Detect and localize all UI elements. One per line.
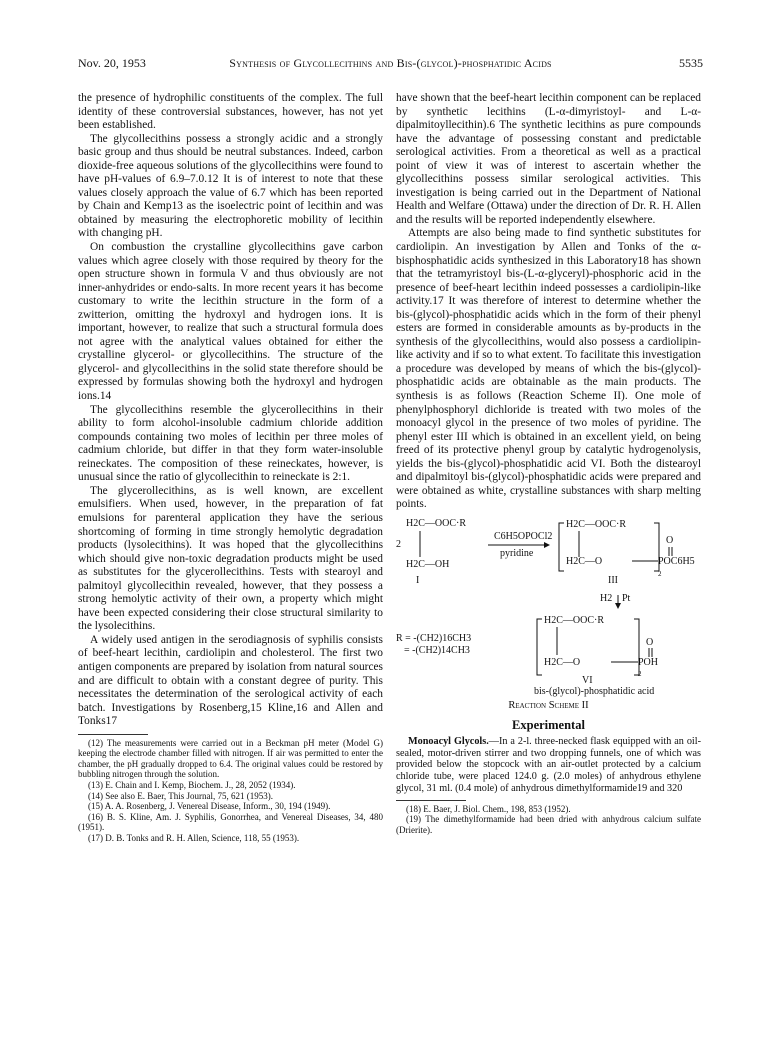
left-paragraph-5: The glycerollecithins, as is well known, are excellent emulsifiers. When used, however, in the preparation of fat emulsions for parenteral application they have the serious shortcoming of forming in time strongly hemolytic degradation products (lysolecithins). It was hoped that the glycollecithins which should give non-toxic degradation products might be used as substitutes for the glycerollecithins. Tests with stearoyl and palmitoyl glycollecithin revealed, however, that they possess a strong hemolytic activity of their own, a property which might have been expected considering their close structural similarity to the lysolecithins. <box>78 484 383 633</box>
footnote-17: (17) D. B. Tonks and R. H. Allen, Science, 118, 55 (1953). <box>88 833 300 844</box>
compound-VI-oxygen: O <box>646 636 654 648</box>
left-paragraph-3: On combustion the crystalline glycollecithins gave carbon values which agree closely with those required by theory for the open structure shown in formula V and thus obviously are not inner-anhydrides or endo-salts. In more recent years it has become customary to write the lecithin structure in the form of a zwitterion, omitting the hydroxyl and hydrogen ions. It is important, however, to realize that such a structural formula does not agree with the analytical values obtained for either the crystalline glycerol- or glycollecithins. The structure of the glycerol- and glycollecithins in the solid state therefore should be expressed by formulas showing both the hydroxyl and hydrogen ions.14 <box>78 241 383 403</box>
scheme-lines <box>396 517 701 697</box>
platinum-label: Pt <box>622 592 631 604</box>
footnote-rule <box>78 734 148 735</box>
compound-III-oxygen: O <box>666 534 674 546</box>
footnote-18: (18) E. Baer, J. Biol. Chem., 198, 853 (1952). <box>406 803 571 814</box>
compound-III-top: H2C—OOC·R <box>566 518 627 530</box>
arrowhead <box>544 542 550 548</box>
r-definition-1: R = -(CH2)16CH3 <box>396 632 472 644</box>
footnote-14: (14) See also E. Baer, This Journal, 75, 621 (1953). <box>88 790 273 801</box>
right-footnotes <box>396 804 701 836</box>
header-date: Nov. 20, 1953 <box>78 56 146 70</box>
footnote-12: (12) The measurements were carried out in a Beckman pH meter (Model G) keeping the electrode chamber filled with nitrogen. If air was permitted to enter the chamber, the pH gradually dropped to 6.4. The original values could be restored by bubbling nitrogen through the solution. <box>78 737 383 780</box>
experimental-paragraph <box>396 736 701 795</box>
reagent: C6H5OPOCl2 <box>494 530 553 542</box>
footnote-15: (15) A. A. Rosenberg, J. Venereal Disease, Inform., 30, 194 (1949). <box>88 801 331 812</box>
compound-VI-top: H2C—OOC·R <box>544 614 605 626</box>
experimental-heading: Experimental <box>512 717 585 732</box>
bracket-VI-left <box>537 619 542 675</box>
right-paragraph-2: Attempts are also being made to find synthetic substitutes for cardiolipin. An investigation by Allen and Tonks of the α-bisphosphatidic acids synthesized in this Laboratory18 has shown that the tetramyristoyl bis-(L-α-glyceryl)-phosphoric acid in the presence of beef-heart lecithin indeed possesses a cardiolipin-like activity.17 It was therefore of interest to determine whether the bis-(glycol)-phosphatidic acids which in the form of their phenyl esters are formed in considerable amounts as by-products in the synthesis of the glycollecithins, would also possess a cardiolipin-like activity and if so to what extent. To facilitate this investigation a procedure was developed by means of which the bis-(glycol)-phosphatidic acids are obtainable as the main products. The synthesis is as follows (Reaction Scheme II). One mole of phenylphosphoryl dichloride is treated with two moles of the monoacyl glycol in the presence of two moles of pyridine. The phenyl ester III which is obtained in an excellent yield, on being freed of its protective phenyl group by catalytic hydrogenolysis, yields the bis-(glycol)-phosphatidic acid VI. Both the distearoyl and dipalmitoyl bis-(glycol)-phosphatidic acids were prepared and were obtained as white, crystalline substances with sharp melting points. <box>396 227 701 511</box>
left-paragraph-4: The glycollecithins resemble the glycerollecithins in their ability to form alcohol-insoluble cadmium chloride addition compounds containing two moles of lecithin per three moles of cadmium chloride, but differ in that they form water-insoluble reineckates. The composition of these reineckates, however, is unusual since the ratio of glycollecithin to reineckate is 2:1. <box>78 403 383 484</box>
compound-III-subscript: 2 <box>658 569 662 578</box>
running-header <box>78 56 703 74</box>
page-number: 5535 <box>679 56 703 70</box>
footnote-13: (13) E. Chain and I. Kemp, Biochem. J., 28, 2052 (1934). <box>88 780 296 791</box>
label-I: I <box>416 574 420 586</box>
compound-III-bottom: H2C—O <box>566 555 603 567</box>
experimental-text: —In a 2-l. three-necked flask equipped with an oil-sealed, motor-driven stirrer and two dropping funnels, one of which was provided below the stopcock with an air-outlet protected by a calcium chloride tube, were placed 124.0 g. (2.0 moles) of anhydrous ethylene glycol, 31 ml. (0.4 mole) of anhydrous dimethylformamide19 and 320 <box>396 736 701 794</box>
footnote-16: (16) B. S. Kline, Am. J. Syphilis, Gonorrhea, and Venereal Diseases, 34, 480 (1951). <box>78 811 383 833</box>
compound-I-top: H2C—OOC·R <box>406 517 467 529</box>
compound-VI-bottom: H2C—O <box>544 656 581 668</box>
compound-VI-subscript: 2 <box>638 669 642 678</box>
left-footnotes <box>78 738 383 844</box>
header-title: Synthesis of Glycollecithins and Bis-(glycol)-phosphatidic Acids <box>229 56 552 70</box>
right-column <box>396 92 701 835</box>
coefficient-2: 2 <box>396 538 401 550</box>
footnote-rule-right <box>396 800 466 801</box>
reagent-pyridine: pyridine <box>500 547 534 559</box>
right-paragraph-1: have shown that the beef-heart lecithin component can be replaced by synthetic lecithins (L-α-dimyristoyl- and L-α-dipalmitoyllecithin).6 The synthetic lecithins as pure compounds have the advantage of possessing constant and predictable serological activities. From a theoretical as well as a practical point of view it was of interest to ascertain whether the glycollecithins possess similar serological activities. This investigation is being carried out in the Department of National Health and Welfare (Ottawa) under the direction of Dr. R. H. Allen and the results will be reported independently elsewhere. <box>396 92 701 226</box>
h2-arrowhead <box>615 603 621 609</box>
label-III: III <box>608 574 618 586</box>
bracket-III-left <box>559 523 564 571</box>
compound-VI-phosphorus: POH <box>638 656 659 668</box>
compound-I-bottom: H2C—OH <box>406 558 450 570</box>
left-column <box>78 92 383 844</box>
footnote-19: (19) The dimethylformamide had been dried with anhydrous calcium sulfate (Drierite). <box>396 814 701 835</box>
monoacyl-glycols-subhead: Monoacyl Glycols. <box>408 736 489 748</box>
reaction-scheme <box>396 517 701 697</box>
left-paragraph-2: The glycollecithins possess a strongly acidic and a strongly basic group and thus should be neutral substances. Indeed, carbon dioxide-free aqueous solutions of the glycollecithins were found to have pH-values of 6.9–7.0.12 It is of interest to note that these values closely approach the value of 6.7 which has been reported by Chain and Kemp13 as the isoelectric point of lecithin and was obtained by measuring the electrophoretic mobility of lecithin with changing pH. <box>78 132 383 240</box>
scheme-caption: Reaction Scheme II <box>508 699 589 711</box>
left-paragraph-6: A widely used antigen in the serodiagnosis of syphilis consists of beef-heart lecithin, cardiolipin and cholesterol. The first two antigen components are prepared by isolation from natural sources and are difficult to obtain with a constant degree of purity. This necessitates the determination of the serological activity of each batch. Investigations by Rosenberg,15 Kline,16 and Allen and Tonks17 <box>78 633 383 728</box>
r-definition-2: = -(CH2)14CH3 <box>404 644 470 656</box>
left-paragraph-1: the presence of hydrophilic constituents of the complex. The full identity of these controversial substances, however, has not yet been established. <box>78 92 383 132</box>
compound-III-phosphorus: POC6H5 <box>658 555 695 567</box>
label-VI: VI <box>582 674 593 686</box>
hydrogen-label: H2 <box>600 592 613 604</box>
compound-VI-name: bis-(glycol)-phosphatidic acid <box>534 685 655 697</box>
